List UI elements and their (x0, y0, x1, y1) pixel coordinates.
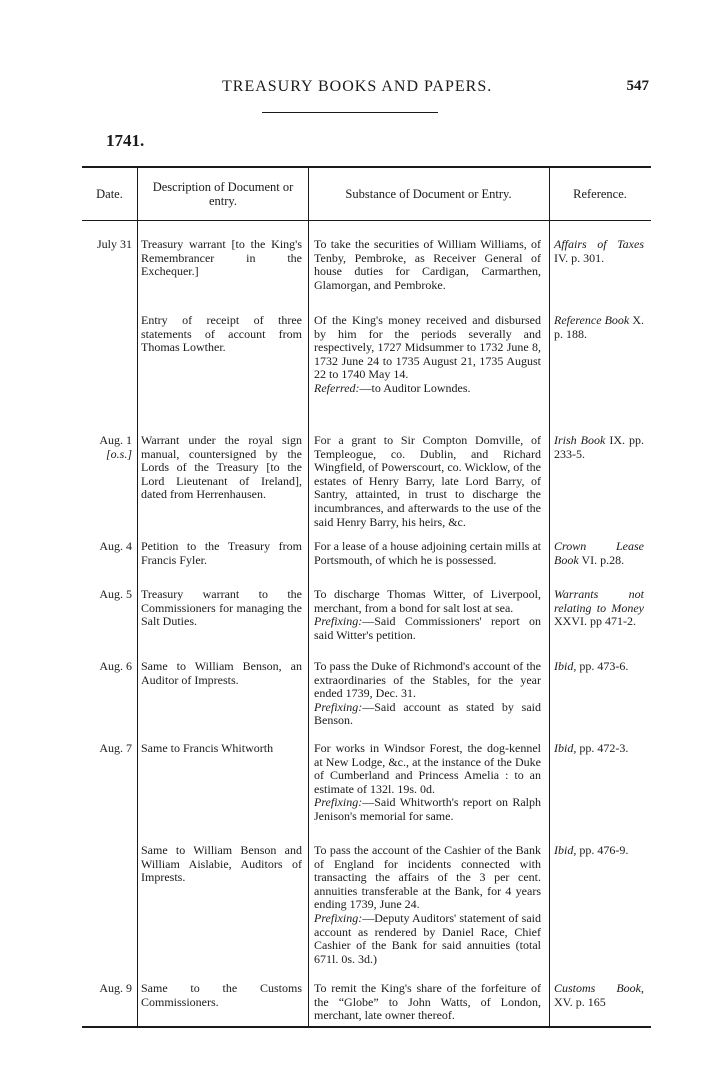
entry-date-style: [o.s.] (105, 446, 132, 461)
running-header (0, 78, 721, 98)
entry-substance (314, 314, 541, 396)
entry-date: Aug. 4 (99, 539, 132, 553)
entry-reference (554, 588, 644, 629)
column-header-description: Description of Document or entry. (152, 180, 294, 208)
entry-description: Same to the Customs Commissioners. (141, 981, 302, 1009)
reference-page: pp. 476-9. (579, 843, 629, 857)
entry-description: Entry of receipt of three statements of account from Thomas Lowther. (141, 313, 302, 355)
entry-description: Same to William Benson, an Auditor of Imprests. (141, 659, 302, 687)
entry-date: July 31 (96, 237, 132, 251)
entry-description: Same to William Benson and William Aislabie, Auditors of Imprests. (141, 843, 302, 885)
page-number: 547 (626, 78, 649, 94)
calendar-table (82, 166, 651, 1028)
reference-page: pp. 473-6. (579, 659, 629, 673)
column-header-date: Date. (96, 187, 123, 201)
reference-book: Ibid, (554, 741, 577, 755)
entry-reference (554, 238, 644, 265)
entry-description: Same to Francis Whitworth (141, 741, 274, 755)
reference-book: Customs Book, (554, 981, 644, 995)
running-title: TREASURY BOOKS AND PAPERS. (222, 78, 493, 95)
entry-substance: To remit the King's share of the forfeiture of the “Globe” to John Watts, of London, merchant, late owner thereof. (314, 981, 541, 1023)
entry-reference (554, 314, 644, 341)
note-label: Prefixing: (314, 614, 363, 629)
entry-description: Treasury warrant to the Commissioners for managing the Salt Duties. (141, 587, 302, 629)
note-text: —Deputy Auditors' statement of said account as rendered by Daniel Race, Chief Cashier of the Bank for said annuities (total 671l. 0s. 3d.) (314, 910, 541, 966)
entry-reference (554, 742, 644, 756)
reference-book: Warrants not relating to Money (554, 587, 644, 615)
note-text: —Said Commissioners' report on said Witter's petition. (314, 614, 541, 642)
entry-date: Aug. 5 (99, 587, 132, 601)
note-label: Referred: (314, 380, 360, 395)
entry-description: Warrant under the royal sign manual, countersigned by the Lords of the Treasury [to the Lord Lieutenant of Ireland], dated from Herrenhausen. (141, 433, 302, 502)
entry-substance-text: For works in Windsor Forest, the dog-kennel at New Lodge, &c., at the instance of the Duke of Cumberland and Princess Amelia : to an estimate of 132l. 19s. 0d. (314, 741, 541, 796)
reference-page: X. p. 188. (554, 313, 644, 341)
reference-book: Ibid, (554, 843, 577, 857)
reference-book: Irish Book (554, 433, 606, 447)
entry-substance-text: To pass the account of the Cashier of the Bank of England for incidents connected with transacting the affairs of the 3 per cent. annuities transferable at the Bank, for 4 years ending 1739, June 24. (314, 843, 541, 912)
entry-reference (554, 982, 644, 1009)
entry-substance (314, 588, 541, 642)
reference-book: Ibid, (554, 659, 577, 673)
entry-substance-text: Of the King's money received and disbursed by him for the periods severally and respectively, 1727 Midsummer to 1732 June 8, 1732 June 24 to 1735 August 21, 1735 August 22 to 1740 May 14. (314, 313, 541, 382)
column-header-reference: Reference. (573, 187, 627, 201)
reference-book: Reference Book (554, 313, 630, 327)
reference-book: Crown Lease Book (554, 539, 644, 567)
reference-page: XXVI. pp 471-2. (554, 614, 636, 629)
header-rule-table (82, 220, 651, 221)
entry-description: Treasury warrant [to the King's Remembrancer in the Exchequer.] (141, 237, 302, 279)
entry-reference (554, 540, 644, 567)
entry-substance-text: To discharge Thomas Witter, of Liverpool, merchant, from a bond for salt lost at sea. (314, 587, 541, 615)
entry-substance (314, 660, 541, 728)
reference-page: XV. p. 165 (554, 994, 606, 1009)
column-divider (549, 168, 550, 1026)
note-label: Prefixing: (314, 699, 363, 714)
entry-reference (554, 660, 644, 674)
reference-book: Affairs of Taxes (554, 237, 644, 251)
reference-page: pp. 472-3. (579, 741, 629, 755)
reference-page: IV. p. 301. (554, 250, 605, 265)
note-label: Prefixing: (314, 910, 363, 925)
column-divider (308, 168, 309, 1026)
entry-substance-text: To pass the Duke of Richmond's account of the extraordinaries of the Stables, for the year ended 1739, Dec. 31. (314, 659, 541, 701)
entry-substance: For a grant to Sir Compton Domville, of Templeogue, co. Dublin, and Richard Wingfield, of Powerscourt, co. Wicklow, of the estates of Henry Barry, late Lord Barry, of Santry, attainted, in trust to discharge the incumbrances, and afterwards to the use of the said Henry Barry, his heirs, &c. (314, 433, 541, 529)
note-text: —Said account as stated by said Benson. (314, 699, 541, 728)
note-label: Prefixing: (314, 795, 363, 810)
entry-description: Petition to the Treasury from Francis Fyler. (141, 539, 302, 567)
entry-substance: To take the securities of William Williams, of Tenby, Pembroke, as Receiver General of house duties for Cardigan, Carmarthen, Glamorgan, and Pembroke. (314, 237, 541, 292)
entry-date: Aug. 9 (99, 981, 132, 995)
year-heading: 1741. (106, 131, 145, 150)
entry-substance (314, 742, 541, 824)
entry-substance (314, 844, 541, 966)
column-header-substance: Substance of Document or Entry. (345, 187, 512, 201)
entry-date: Aug. 7 (99, 741, 132, 755)
column-divider (137, 168, 138, 1026)
reference-page: VI. p.28. (581, 552, 625, 567)
note-text: —Said Whitworth's report on Ralph Jenison's memorial for same. (314, 795, 541, 823)
entry-date-main: Aug. 1 (99, 433, 132, 447)
header-rule (262, 112, 438, 113)
entry-date: Aug. 6 (99, 659, 132, 673)
entry-reference (554, 434, 644, 461)
entry-reference (554, 844, 644, 858)
reference-page: IX. pp. 233-5. (554, 433, 644, 461)
entry-date (82, 434, 132, 461)
entry-substance: For a lease of a house adjoining certain mills at Portsmouth, of which he is possessed. (314, 539, 541, 567)
note-text: —to Auditor Lowndes. (359, 380, 471, 395)
